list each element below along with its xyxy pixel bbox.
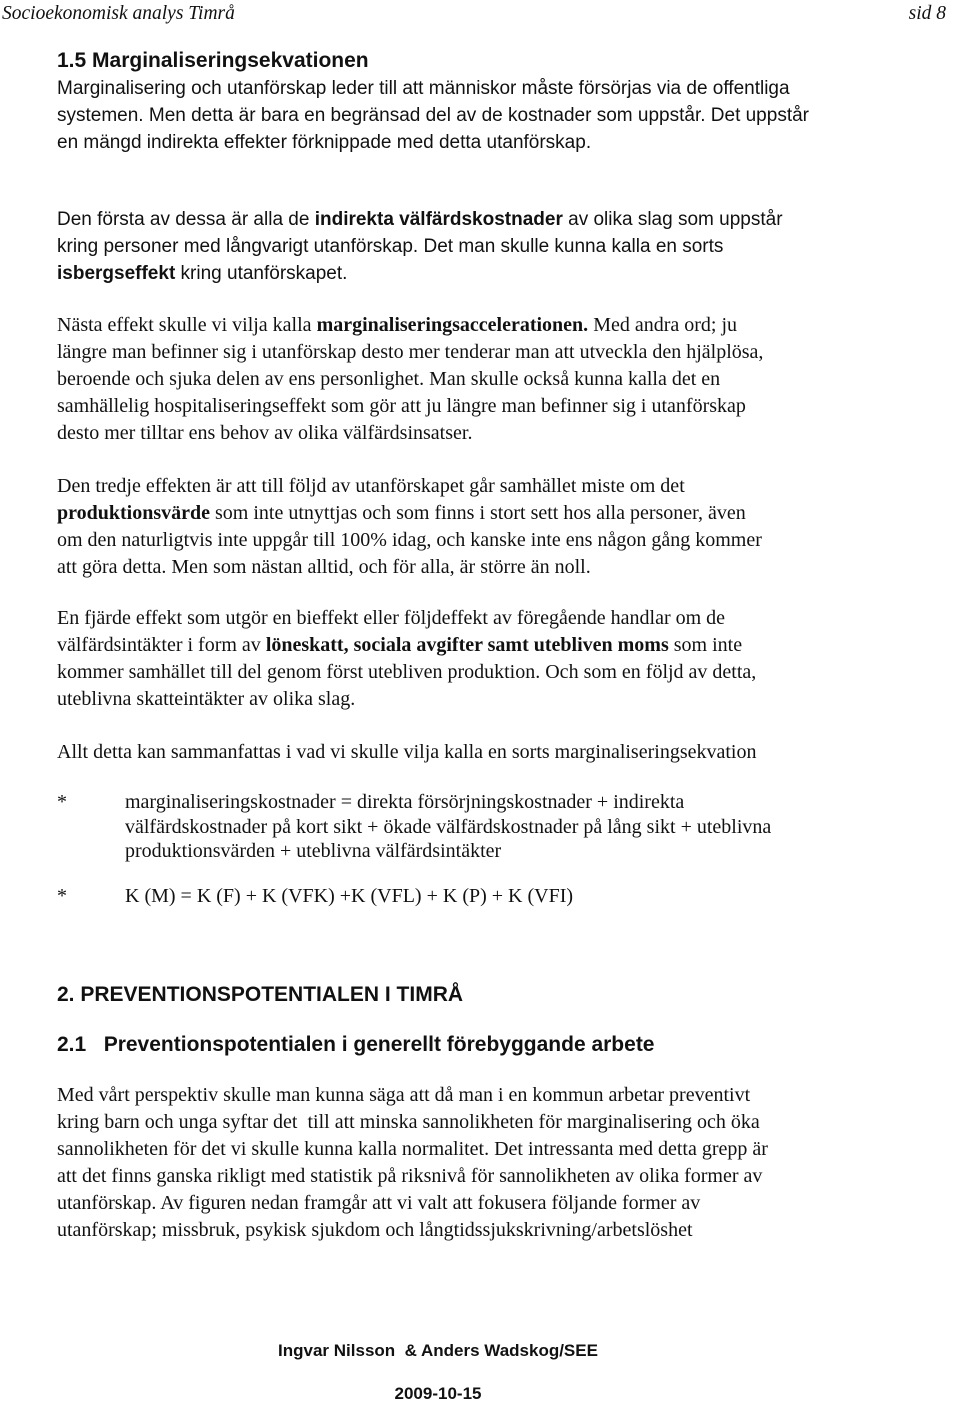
text-line: välfärdsintäkter i form av löneskatt, sociala avgifter samt utebliven moms som inte: [57, 634, 743, 656]
equation-formula-text: K (M) = K (F) + K (VFK) +K (VFL) + K (P) + K (VFI): [125, 885, 574, 907]
text-line: sannolikheten för det vi skulle kunna kalla normalitet. Det intressanta med detta grepp är: [57, 1138, 768, 1160]
text-line: att göra detta. Men som nästan alltid, och för alla, är större än noll.: [57, 556, 591, 578]
text-line: Den tredje effekten är att till följd av utanförskapet går samhället miste om det: [57, 475, 685, 497]
header-document-title: Socioekonomisk analys Timrå: [2, 3, 235, 24]
text-line: att det finns ganska rikligt med statistik på riksnivå för sannolikheten av olika former av: [57, 1165, 763, 1187]
paragraph-indirect-costs: [57, 206, 937, 287]
bold-term: isbergseffekt: [57, 263, 176, 284]
section-heading-2: 2. PREVENTIONSPOTENTIALEN I TIMRÅ: [57, 983, 464, 1006]
text-line: Den första av dessa är alla de indirekta välfärdskostnader av olika slag som uppstår: [57, 209, 783, 230]
text-line: utanförskap; missbruk, psykisk sjukdom och långtidssjukskrivning/arbetslöshet: [57, 1219, 693, 1241]
text-line: kommer samhället till del genom först utebliven produktion. Och som en följd av detta,: [57, 661, 757, 683]
text-line: en mängd indirekta effekter förknippade med detta utanförskap.: [57, 132, 592, 153]
section-heading-2-1: 2.1 Preventionspotentialen i generellt förebyggande arbete: [57, 1033, 655, 1056]
text-line: marginaliseringskostnader = direkta försörjningskostnader + indirekta: [125, 791, 685, 813]
bold-term: marginaliseringsaccelerationen.: [316, 314, 589, 336]
footer-authors: Ingvar Nilsson & Anders Wadskog/SEE: [278, 1341, 598, 1360]
footer-date: 2009-10-15: [394, 1384, 482, 1403]
text-line: desto mer tilltar ens behov av olika välfärdsinsatser.: [57, 422, 473, 444]
equation-formula: [57, 884, 937, 910]
bullet-star: *: [57, 791, 67, 813]
text-line: uteblivna skatteintäkter av olika slag.: [57, 688, 356, 710]
text-line: längre man befinner sig i utanförskap desto mer tenderar man att utveckla den hjälplösa,: [57, 341, 764, 363]
equation-text: [125, 790, 771, 864]
bold-term: indirekta välfärdskostnader: [314, 209, 563, 230]
text-line: isbergseffekt kring utanförskapet.: [57, 263, 348, 284]
paragraph-production-value: [57, 473, 937, 581]
bold-term: löneskatt, sociala avgifter samt utebliven moms: [265, 634, 669, 656]
equation-verbal: [57, 790, 937, 865]
paragraph-intro: [57, 75, 937, 156]
text-line: Med vårt perspektiv skulle man kunna säga att då man i en kommun arbetar preventivt: [57, 1084, 751, 1106]
section-heading-1-5: 1.5 Marginaliseringsekvationen: [57, 49, 369, 72]
paragraph-acceleration: [57, 312, 937, 447]
bullet-star: *: [57, 885, 67, 907]
paragraph-summary: [57, 739, 937, 766]
header-page-number: sid 8: [908, 3, 946, 24]
text-line: samhällelig hospitaliseringseffekt som gör att ju längre man befinner sig i utanförskap: [57, 395, 746, 417]
text-line: produktionsvärden + uteblivna välfärdsintäkter: [125, 840, 502, 862]
text-line: Marginalisering och utanförskap leder till att människor måste försörjas via de offentliga: [57, 78, 790, 99]
text-line: utanförskap. Av figuren nedan framgår att vi valt att fokusera följande former av: [57, 1192, 701, 1214]
text-line: produktionsvärde som inte utnyttjas och som finns i stort sett hos alla personer, även: [57, 502, 746, 524]
text-line: systemen. Men detta är bara en begränsad del av de kostnader som uppstår. Det uppstår: [57, 105, 809, 126]
text-line: En fjärde effekt som utgör en bieffekt eller följdeffekt av föregående handlar om de: [57, 607, 726, 629]
paragraph-prevention: [57, 1082, 937, 1244]
text-line: om den naturligtvis inte uppgår till 100% idag, och kanske inte ens någon gång kommer: [57, 529, 762, 551]
text-line: beroende och sjuka delen av ens personlighet. Man skulle också kunna kalla det en: [57, 368, 721, 390]
text-line: Allt detta kan sammanfattas i vad vi skulle vilja kalla en sorts marginaliseringsekvation: [57, 741, 757, 763]
bold-term: produktionsvärde: [57, 502, 211, 524]
paragraph-welfare-income: [57, 605, 937, 713]
text-line: Nästa effekt skulle vi vilja kalla marginaliseringsaccelerationen. Med andra ord; ju: [57, 314, 738, 336]
text-line: välfärdskostnader på kort sikt + ökade välfärdskostnader på lång sikt + uteblivna: [125, 815, 772, 838]
text-line: kring personer med långvarigt utanförskap. Det man skulle kunna kalla en sorts: [57, 236, 724, 257]
text-line: kring barn och unga syftar det till att minska sannolikheten för marginalisering och öka: [57, 1111, 760, 1133]
